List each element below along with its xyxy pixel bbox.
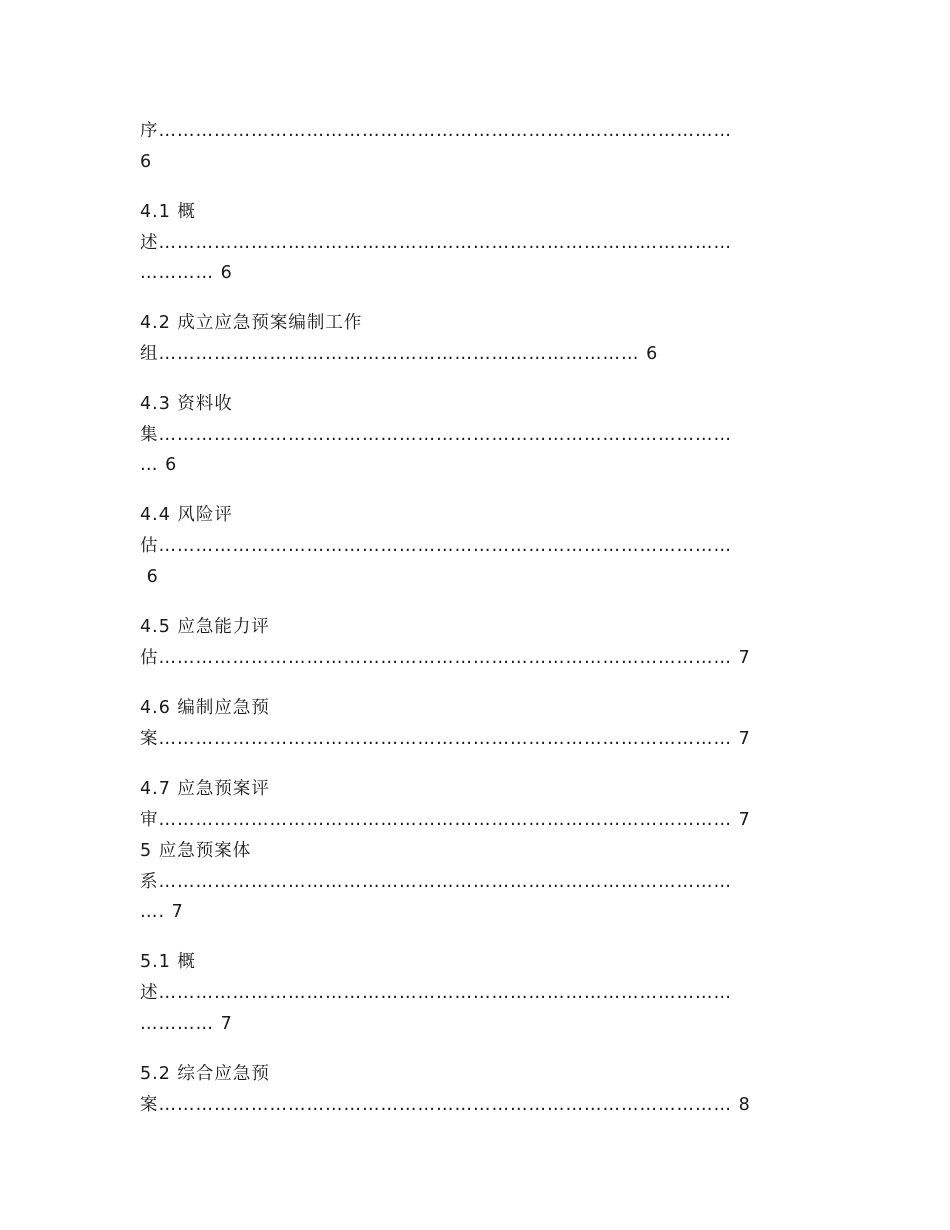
toc-line: 案………………………………………………………………………………… 8 <box>140 1095 751 1115</box>
toc-line: ………… 6 <box>140 263 233 283</box>
toc-line: 述………………………………………………………………………………… <box>140 233 732 253</box>
toc-line: 估………………………………………………………………………………… <box>140 536 732 556</box>
toc-line: ………… 7 <box>140 1014 233 1034</box>
toc-line: 4.7 应急预案评 <box>140 779 270 799</box>
toc-line: 4.2 成立应急预案编制工作 <box>140 313 363 333</box>
toc-line: 4.3 资料收 <box>140 394 233 414</box>
toc-line: 4.4 风险评 <box>140 505 233 525</box>
toc-line: 集………………………………………………………………………………… <box>140 425 732 445</box>
toc-line: 序………………………………………………………………………………… <box>140 121 732 141</box>
toc-line: 案………………………………………………………………………………… 7 <box>140 729 751 749</box>
toc-line: 4.1 概 <box>140 202 196 222</box>
toc-line: … 6 <box>140 455 178 475</box>
toc-line: 审………………………………………………………………………………… 7 <box>140 810 751 830</box>
toc-line: 5.2 综合应急预 <box>140 1064 270 1084</box>
toc-line: 系………………………………………………………………………………… <box>140 872 732 892</box>
toc-line: 4.6 编制应急预 <box>140 698 270 718</box>
toc-line: 5 应急预案体 <box>140 841 252 861</box>
toc-line: 估………………………………………………………………………………… 7 <box>140 648 751 668</box>
toc-line: 组…………………………………………………………………… 6 <box>140 344 659 364</box>
toc-line: …. 7 <box>140 902 184 922</box>
toc-line: 6 <box>140 152 153 172</box>
toc-line: 5.1 概 <box>140 952 196 972</box>
toc-line: 6 <box>140 567 159 587</box>
toc-line: 4.5 应急能力评 <box>140 617 270 637</box>
toc-line: 述………………………………………………………………………………… <box>140 983 732 1003</box>
